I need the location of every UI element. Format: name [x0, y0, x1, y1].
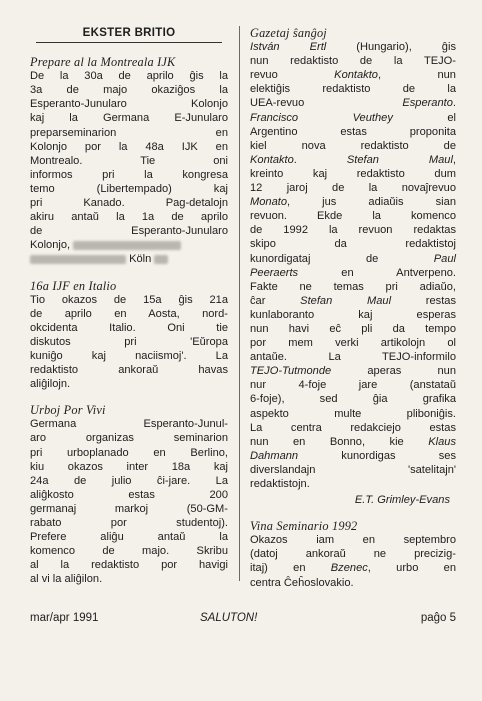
- italic-name: Dahmann: [250, 449, 299, 462]
- text-line: Tio okazos de 15a ĝis 21a: [30, 293, 228, 306]
- section-body-ijf: [30, 293, 228, 392]
- magazine-name: SALUTON!: [200, 612, 258, 624]
- text-fragment: kunordigataj de: [250, 252, 434, 265]
- section-body-montreal: [30, 69, 228, 266]
- text-line: aliĝilojn.: [30, 378, 71, 391]
- text-fragment: kunlaboranto kaj esperas: [250, 308, 456, 321]
- text-line: redaktisto ankoraŭ havas: [30, 364, 228, 377]
- text-line: Montrealo. Tie oni: [30, 154, 228, 167]
- text-fragment: (datoj ankoraŭ ne precizig-: [250, 548, 456, 561]
- text-line: aliĝkosto estas 200: [30, 488, 228, 501]
- text-line: [250, 237, 456, 251]
- italic-name: Kontakto: [250, 153, 294, 166]
- issue-date: mar/apr 1991: [30, 612, 99, 624]
- text-line: preparseminarion en: [30, 126, 228, 139]
- italic-name: Peeraerts: [250, 266, 299, 279]
- text-fragment: el: [392, 111, 456, 124]
- text-fragment: 12 jaroj de la novaĵrevuo: [250, 182, 456, 195]
- text-line: rabato por studentoj).: [30, 517, 228, 529]
- text-fragment: UEA-revuo: [250, 97, 403, 110]
- text-line: Germana Esperanto-Junul-: [30, 418, 228, 431]
- text-line: [250, 561, 456, 575]
- right-column: [250, 26, 456, 590]
- text-line: [250, 477, 456, 491]
- text-line: [250, 139, 456, 153]
- text-line: pri Kanado. Pag-detalojn: [30, 197, 228, 210]
- text-line: akiru antaŭ la 1a de aprilo: [30, 211, 228, 224]
- text-line: [250, 40, 456, 54]
- text-line: [250, 68, 456, 82]
- text-fragment: , nun: [377, 69, 456, 82]
- text-fragment: , urbo en: [367, 562, 456, 575]
- text-line: [250, 463, 456, 477]
- text-fragment: revuo: [250, 69, 335, 82]
- text-fragment: en Antverpeno.: [298, 266, 456, 279]
- text-fragment: .: [293, 153, 347, 166]
- section-title-montreal: Prepare al la Montreala IJK: [30, 55, 176, 70]
- left-column: [30, 26, 228, 586]
- text-line: Prefere aliĝu antaŭ la: [30, 531, 228, 544]
- text-line: pri urboplanado en Berlino,: [30, 446, 228, 459]
- text-fragment: itaj) en: [250, 562, 331, 575]
- section-body-vina: [250, 533, 456, 589]
- text-fragment: elektiĝis redaktisto de la: [250, 83, 456, 96]
- text-line: al vi la aliĝilon.: [30, 573, 103, 586]
- text-fragment: kunordigas ses: [298, 449, 456, 462]
- italic-name: Monato: [250, 196, 288, 209]
- text-fragment: ,: [452, 153, 457, 166]
- text-line: [250, 308, 456, 322]
- text-line: [250, 96, 456, 110]
- text-line: [250, 322, 456, 336]
- text-line: Esperanto-Junularo Kolonjo: [30, 98, 228, 111]
- text-fragment: .: [452, 97, 456, 110]
- text-line: kuniĝo kaj naciismoj'. La: [30, 349, 228, 362]
- text-line: [250, 153, 456, 167]
- text-line: [250, 350, 456, 364]
- text-fragment: centra Ĉeĥoslovakio.: [250, 576, 354, 589]
- text-fragment: nun havi eĉ pli da tempo: [250, 322, 456, 335]
- text-line: kiu okazos inter 18a kaj: [30, 460, 228, 473]
- text-fragment: skipo da redaktistoj: [250, 238, 456, 251]
- text-fragment: restas: [391, 294, 457, 307]
- text-line: de aprilo en Aosta, nord-: [30, 307, 228, 320]
- text-fragment: diverslandajn 'satelitajn': [250, 463, 456, 476]
- text-line: [250, 111, 456, 125]
- section-body-gazetaj: [250, 40, 456, 491]
- text-line: [250, 125, 456, 139]
- text-line: [250, 407, 456, 421]
- text-line-redacted-address: [30, 238, 228, 252]
- text-line: de Esperanto-Junularo: [30, 225, 228, 238]
- italic-name: Klaus: [428, 435, 456, 448]
- text-fragment: nur 4-foje jare (anstataŭ: [250, 379, 456, 392]
- italic-name: Stefan Maul: [300, 294, 392, 307]
- text-fragment: 6-foje), sed ĝia grafika: [250, 393, 456, 406]
- text-fragment: nun redaktisto de la TEJO-: [250, 55, 456, 68]
- text-line: [250, 364, 456, 378]
- text-fragment: kiel nova redaktisto de: [250, 139, 456, 152]
- text-line: [250, 421, 456, 435]
- text-line: [250, 181, 456, 195]
- text-fragment: antaŭe. La TEJO-informilo: [250, 351, 456, 364]
- text-fragment: aspekto multe pliboniĝis.: [250, 407, 456, 420]
- text-fragment: kreinto kaj redaktisto dum: [250, 167, 456, 180]
- text-line: [250, 435, 456, 449]
- italic-name: Stefan Maul: [346, 153, 453, 166]
- section-title-ijf: 16a IJF en Italio: [30, 278, 117, 293]
- text-line: [250, 378, 456, 392]
- section-title-urboj: Urboj Por Vivi: [30, 403, 106, 418]
- text-line: [250, 392, 456, 406]
- text-fragment: Okazos iam en septembro: [250, 534, 456, 547]
- text-fragment: ĉar: [250, 294, 301, 307]
- column-heading: EKSTER BRITIO: [36, 26, 222, 43]
- text-line: kaj la Germana E-Junularo: [30, 112, 228, 125]
- text-line: [250, 82, 456, 96]
- text-line: komenco de majo. Skribu: [30, 545, 228, 558]
- text-line: [250, 547, 456, 561]
- text-line: okcidenta Italio. Oni tie: [30, 321, 228, 334]
- section-title-vina: Vina Seminario 1992: [250, 519, 358, 534]
- section-title-gazetaj: Gazetaj ŝanĝoj: [250, 26, 327, 40]
- text-fragment: Argentino estas proponita: [250, 125, 456, 138]
- text-line: germanaj markoj (50-GM-: [30, 502, 228, 515]
- text-fragment: Fakte ne temas pri adiaŭo,: [250, 280, 456, 293]
- text-line: 24a de julio ĉi-jare. La: [30, 474, 228, 487]
- text-line: [250, 209, 456, 223]
- page-number: paĝo 5: [420, 612, 456, 624]
- italic-name: Kontakto: [334, 69, 378, 82]
- column-divider: [239, 26, 240, 581]
- text-fragment: Köln: [129, 253, 152, 266]
- text-line: [250, 294, 456, 308]
- text-line: [250, 167, 456, 181]
- text-line: al la redaktisto por havigi: [30, 559, 228, 572]
- text-fragment: nun en Bonno, kie: [250, 435, 429, 448]
- text-line: [250, 449, 456, 463]
- text-line: [250, 223, 456, 237]
- text-line: [250, 533, 456, 547]
- text-fragment: La centra redakciejo estas: [250, 421, 456, 434]
- italic-name: TEJO-Tutmonde: [250, 365, 332, 378]
- text-line: aro organizas seminarion: [30, 432, 228, 445]
- text-line: 3a de majo okaziĝos la: [30, 84, 228, 97]
- text-line: [250, 195, 456, 209]
- text-line: temo (Libertempado) kaj: [30, 182, 228, 195]
- text-fragment: (Hungario), ĝis: [326, 41, 456, 54]
- text-fragment: de 1992 la revuon redaktas: [250, 224, 456, 237]
- text-line: [250, 336, 456, 350]
- text-line: Kolonjo por la 48a IJK en: [30, 140, 228, 153]
- text-line: [250, 576, 456, 590]
- text-fragment: Kolonjo,: [30, 239, 71, 252]
- italic-name: István Ertl: [250, 41, 327, 54]
- text-line: De la 30a de aprilo ĝis la: [30, 70, 228, 83]
- italic-name: Bzenec: [330, 562, 368, 575]
- italic-name: Paul: [433, 252, 456, 265]
- author-signature: E.T. Grimley-Evans: [354, 494, 450, 507]
- text-fragment: aperas nun: [331, 365, 456, 378]
- text-fragment: revuon. Ekde la komenco: [250, 210, 456, 223]
- redacted-postcode: [30, 255, 126, 264]
- italic-name: Francisco Veuthey: [250, 111, 393, 124]
- text-fragment: , jus adiaŭis sian: [287, 196, 456, 209]
- text-fragment: por mem verki artikolojn ol: [250, 337, 456, 350]
- redacted-suffix: [154, 255, 168, 264]
- text-line: [250, 266, 456, 280]
- section-body-urboj: [30, 417, 228, 586]
- text-line: [250, 54, 456, 68]
- text-line: informos pri la kongresa: [30, 168, 228, 181]
- text-fragment: redaktistojn.: [250, 478, 310, 490]
- text-line: diskutos pri 'Eŭropa: [30, 335, 228, 348]
- redacted-street-address: [73, 241, 181, 250]
- text-line: [250, 252, 456, 266]
- text-line: [250, 280, 456, 294]
- text-line-redacted-postcode: [30, 252, 228, 266]
- italic-name: Esperanto: [402, 97, 453, 110]
